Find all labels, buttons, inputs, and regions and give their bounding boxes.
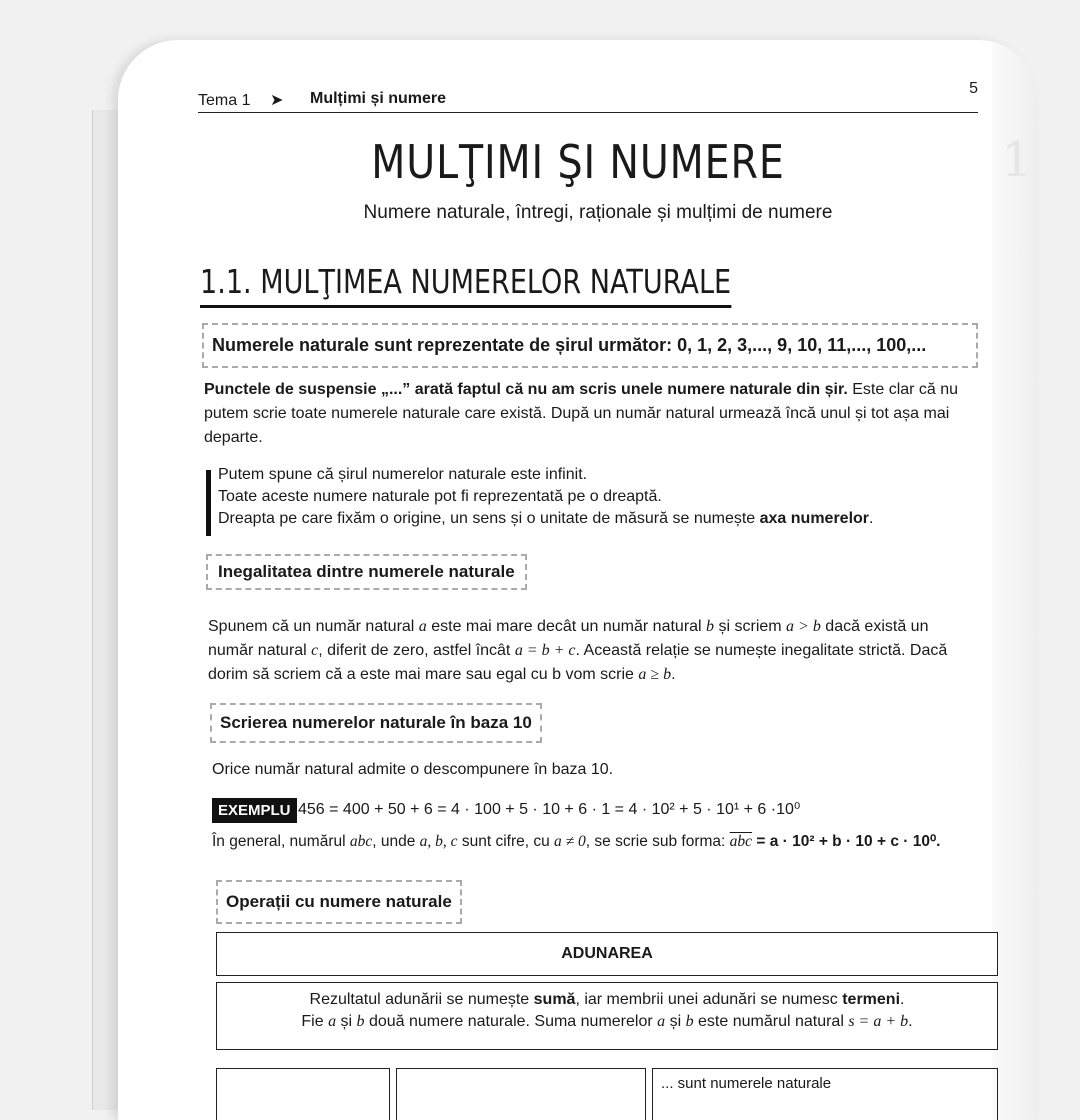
header-tema: Tema 1: [198, 92, 251, 109]
table-cell-2: [396, 1068, 646, 1120]
note-line-2: Toate aceste numere naturale pot fi reprezentată pe o dreaptă.: [218, 488, 662, 505]
example-tag: EXEMPLU: [212, 798, 297, 823]
note-block: [218, 464, 978, 530]
running-header: [198, 80, 978, 113]
note-bar: [206, 470, 211, 536]
book-page: [118, 40, 1038, 1120]
paragraph-rest: Este clar că nu putem scrie toate numerele naturale care există. După un număr natural urmează încă unul și tot așa mai departe.: [204, 381, 959, 446]
arrow-icon: ➤: [270, 92, 284, 109]
inequality-heading-box: Inegalitatea dintre numerele naturale: [206, 554, 527, 590]
page-number: 5: [969, 80, 978, 97]
general-form: În general, numărul abc, unde a, b, c sunt cifre, cu a ≠ 0, se scrie sub forma: $\overline{abc} = a \cdot 10^2 + b \cdot 10 + c \cdot 10^0$.: [212, 833, 941, 850]
paragraph-suspension: [204, 378, 982, 450]
paragraph-bold: Punctele de suspensie „...” arată faptul că nu am scris unele numere naturale din șir.: [204, 381, 848, 398]
cut-off-text: ... sunt numerele naturale: [661, 1075, 832, 1092]
table-definition-row: [216, 982, 998, 1050]
base10-heading-box: Scrierea numerelor naturale în baza 10: [210, 703, 542, 743]
page-title: MULŢIMI ŞI NUMERE: [371, 135, 785, 189]
operations-heading-box: Operații cu numere naturale: [216, 880, 462, 924]
note-line-3: Dreapta pe care fixăm o origine, un sens și o unitate de măsură se numește axa numerelor.: [218, 510, 874, 527]
page-subtitle: Numere naturale, întregi, raționale și mulțimi de numere: [363, 202, 833, 223]
definition-box: Numerele naturale sunt reprezentate de șirul următor: 0, 1, 2, 3,..., 9, 10, 11,..., 100,...: [202, 323, 978, 368]
note-line-1: Putem spune că șirul numerelor naturale este infinit.: [218, 466, 588, 483]
example-formula: 456 = 400 + 50 + 6 = 4 · 100 + 5 · 10 + 6 · 1 = 4 · 10² + 5 · 10¹ + 6 ·10⁰: [298, 801, 801, 818]
table-title: ADUNAREA: [561, 945, 653, 962]
abc-overline: $\overline{abc}$: [729, 833, 753, 850]
header-section: Mulțimi și numere: [310, 90, 447, 107]
section-heading: 1.1. MULŢIMEA NUMERELOR NATURALE: [200, 262, 731, 308]
edge-page-number: 1: [1001, 132, 1032, 188]
table-cell-1: [216, 1068, 390, 1120]
table-title-row: [216, 932, 998, 976]
base10-intro: Orice număr natural admite o descompunere în baza 10.: [212, 761, 614, 778]
inequality-paragraph: Spunem că un număr natural a este mai mare decât un număr natural b și scriem a > b dacă există un număr natural c, diferit de zero, astfel încât a = b + c. Această relație se numește inegalitate strictă. Dacă dorim să scriem că a este mai mare sau egal cu b vom scrie a ≥ b.: [208, 618, 948, 683]
definition-line-1: Rezultatul adunării se numește sumă, iar membrii unei adunări se numesc termeni.: [309, 991, 905, 1008]
table-cell-3: [652, 1068, 998, 1120]
definition-line-2: Fie a și b două numere naturale. Suma numerelor a și b este numărul natural s = a + b.: [301, 1013, 913, 1030]
axis-term: axa numerelor: [759, 510, 870, 527]
